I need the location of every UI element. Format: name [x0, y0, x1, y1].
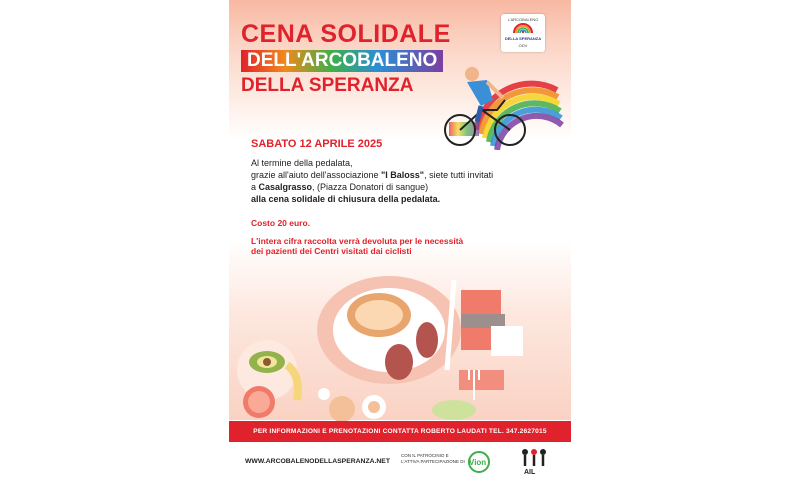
donation-line-1: L'intera cifra raccolta verrà devoluta per le necessità — [251, 236, 464, 246]
title-line-3: DELLA SPERANZA — [241, 75, 414, 96]
event-line-4: alla cena solidale di chiusura della pedalata. — [251, 194, 441, 204]
event-date: SABATO 12 APRILE 2025 — [251, 138, 383, 150]
poster — [229, 0, 571, 484]
cyclist-illustration — [437, 60, 567, 150]
event-line-3: a Casalgrasso, (Piazza Donatori di sangue) — [251, 182, 429, 192]
event-line-1: Al termine della pedalata, — [251, 158, 353, 168]
logo-text-1: L'ARCOBALENO — [507, 17, 539, 22]
website-link[interactable]: WWW.ARCOBALENODELLASPERANZA.NET — [245, 458, 390, 465]
logo-text-2: DELLA SPERANZA — [504, 36, 542, 41]
svg-text:Vion: Vion — [469, 458, 487, 467]
footer — [229, 442, 571, 484]
rainbow-icon — [513, 22, 533, 34]
food-illustration — [229, 270, 571, 421]
cost-text: Costo 20 euro. — [251, 218, 311, 228]
svg-text:AIL: AIL — [524, 469, 536, 476]
partner-logo-vion — [465, 450, 499, 474]
title-line-2: DELL'ARCOBALENO — [241, 50, 443, 72]
partner-logo-ail — [517, 446, 551, 480]
title-line-1: CENA SOLIDALE — [241, 20, 451, 48]
donation-line-2: dei pazienti dei Centri visitati dai ciclisti — [251, 246, 412, 256]
info-bar: PER INFORMAZIONI E PRENOTAZIONI CONTATTA ROBERTO LAUDATI TEL. 347.2627015 — [229, 421, 571, 442]
event-line-2: grazie all'aiuto dell'associazione "I Baloss", siete tutti invitati — [251, 170, 494, 180]
patronage-text: CON IL PATROCINIO E L'ATTIVA PARTECIPAZIONE DI — [401, 453, 465, 464]
organization-logo — [501, 14, 545, 52]
logo-text-3: ODV — [518, 43, 528, 48]
